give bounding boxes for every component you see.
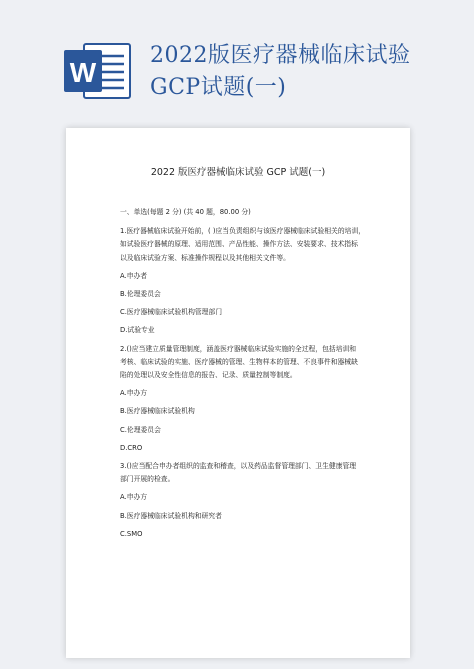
document-body <box>120 206 370 546</box>
question-3-option-b: B.医疗器械临床试验机构和研究者 <box>120 511 222 520</box>
question-3-option-a: A.申办方 <box>120 493 148 502</box>
word-document-icon <box>62 40 132 102</box>
question-1-option-c: C.医疗器械临床试验机构管理部门 <box>120 308 223 317</box>
question-3-line-1: 3.()应当配合申办者组织的监查和稽查，以及药品监督管理部门、卫生健康管理 <box>120 462 357 471</box>
question-1-line-3: 以及临床试验方案、标准操作规程以及其他相关文件等。 <box>120 253 290 262</box>
question-1 <box>120 225 370 337</box>
question-1-line-1: 1.医疗器械临床试验开始前，( )应当负责组织与该医疗器械临床试验相关的培训， <box>120 227 366 236</box>
header-title <box>150 40 450 104</box>
question-2 <box>120 343 370 455</box>
question-2-option-a: A.申办方 <box>120 389 148 398</box>
word-logo-letter: W <box>69 57 97 88</box>
question-2-option-c: C.伦理委员会 <box>120 425 161 434</box>
header <box>0 0 474 120</box>
question-1-option-b: B.伦理委员会 <box>120 290 161 299</box>
question-1-line-2: 如试验医疗器械的原理、适用范围、产品性能、操作方法、安装要求、技术指标 <box>120 240 358 249</box>
question-1-option-d: D.试验专业 <box>120 326 155 335</box>
document-title: 2022 版医疗器械临床试验 GCP 试题(一) <box>150 167 326 178</box>
question-3 <box>120 460 370 541</box>
document-page <box>66 128 410 658</box>
header-title-line1: 2022版医疗器械临床试验 <box>150 43 411 68</box>
question-3-option-c: C.SMO <box>120 529 143 538</box>
question-2-option-d: D.CRO <box>120 443 143 452</box>
question-2-line-2: 考核、临床试验的实施、医疗器械的管理、生物样本的管理、不良事件和器械缺 <box>120 357 358 366</box>
section-heading: 一、单选(每题 2 分) (共 40 题，80.00 分) <box>120 208 251 216</box>
question-2-line-1: 2.()应当建立质量管理制度，涵盖医疗器械临床试验实施的全过程，包括培训和 <box>120 344 357 353</box>
header-title-line2: GCP试题(一) <box>150 75 287 100</box>
question-3-line-2: 部门开展的检查。 <box>120 475 175 484</box>
question-2-line-3: 陷的处理以及安全性信息的报告、记录、质量控制等制度。 <box>120 371 297 380</box>
question-1-option-a: A.申办者 <box>120 271 148 280</box>
question-2-option-b: B.医疗器械临床试验机构 <box>120 407 195 416</box>
